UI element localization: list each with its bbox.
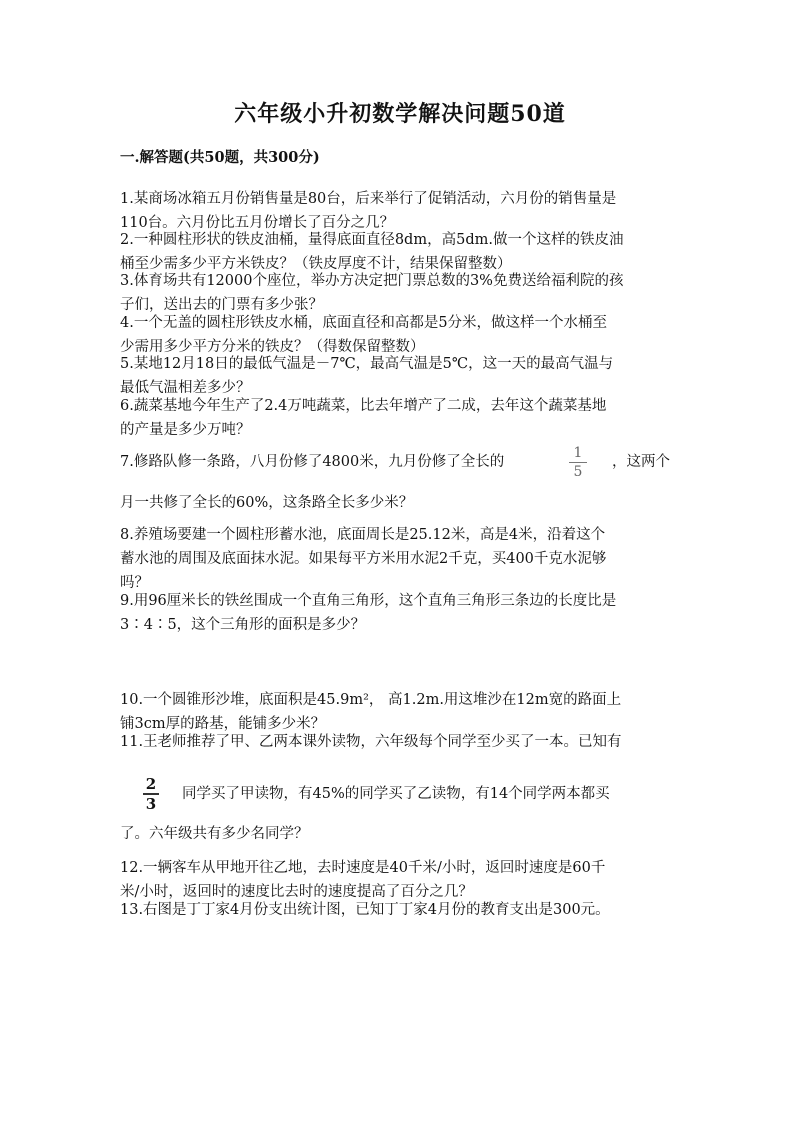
fraction-denominator: 3 (145, 795, 157, 813)
fraction-denominator: 5 (573, 464, 583, 480)
question-text-line: ，这两个 (612, 454, 670, 470)
question-text-line: 3.体育场共有12000个座位，举办方决定把门票总数的3%免费送给福利院的孩 (120, 273, 624, 289)
question-text-line: 8.养殖场要建一个圆柱形蓄水池，底面周长是25.12米，高是4米，沿着这个 (120, 527, 606, 543)
question-13 (120, 898, 682, 922)
question-9 (120, 589, 682, 637)
question-text-line: 的产量是多少万吨？ (120, 422, 251, 438)
fraction-two-thirds (143, 776, 159, 812)
question-10 (120, 688, 682, 736)
question-text-line: 1.某商场冰箱五月份销售量是80台，后来举行了促销活动，六月份的销售量是 (120, 191, 617, 207)
question-text-line: 子们，送出去的门票有多少张？ (120, 297, 323, 313)
question-6 (120, 394, 682, 442)
question-text-line: 5.某地12月18日的最低气温是－7℃，最高气温是5℃，这一天的最高气温与 (120, 356, 614, 372)
question-text-line: 110台。六月份比五月份增长了百分之几？ (120, 215, 395, 231)
question-text-line: 13.右图是丁丁家4月份支出统计图，已知丁丁家4月份的教育支出是300元。 (120, 902, 610, 918)
question-text-line: 4.一个无盖的圆柱形铁皮水桶，底面直径和高都是5分米，做这样一个水桶至 (120, 315, 608, 331)
question-11 (120, 730, 682, 754)
fraction-numerator: 1 (573, 445, 583, 461)
question-text-line: 3∶4∶5，这个三角形的面积是多少？ (120, 617, 366, 633)
question-7-tail (612, 450, 692, 474)
question-text-line: 10.一个圆锥形沙堆，底面积是45.9m²， 高1.2m.用这堆沙在12m宽的路面上 (120, 692, 622, 708)
question-text-line: 吗？ (120, 575, 149, 591)
question-text-line: 桶至少需多少平方米铁皮？（铁皮厚度不计，结果保留整数） (120, 256, 512, 272)
question-text-line: 最低气温相差多少？ (120, 380, 251, 396)
question-11-line-2 (182, 782, 692, 806)
question-text-line: 月一共修了全长的60%，这条路全长多少米？ (120, 495, 414, 511)
question-8 (120, 523, 682, 595)
question-text-line: 11.王老师推荐了甲、乙两本课外读物，六年级每个同学至少买了一本。已知有 (120, 734, 622, 750)
question-7 (120, 450, 682, 474)
question-text-line: 少需用多少平方分米的铁皮？（得数保留整数） (120, 339, 425, 355)
question-7-line-2 (120, 491, 682, 515)
question-3 (120, 269, 682, 317)
fraction-one-fifth (569, 445, 587, 480)
question-text-line: 2.一种圆柱形状的铁皮油桶，量得底面直径8dm，高5dm.做一个这样的铁皮油 (120, 232, 624, 248)
question-text-line: 9.用96厘米长的铁丝围成一个直角三角形，这个直角三角形三条边的长度比是 (120, 593, 617, 609)
section-heading: 一.解答题(共50题，共300分) (120, 149, 320, 166)
question-11-line-3 (120, 822, 682, 846)
question-text-line: 米/小时，返回时的速度比去时的速度提高了百分之几？ (120, 884, 473, 900)
question-5 (120, 352, 682, 400)
fraction-numerator: 2 (145, 775, 157, 793)
page-title: 六年级小升初数学解决问题50道 (234, 101, 566, 127)
question-12 (120, 856, 682, 904)
question-text-line: 12.一辆客车从甲地开往乙地，去时速度是40千米/小时，返回时速度是60千 (120, 860, 606, 876)
fraction-bar (569, 462, 587, 463)
question-text-line: 6.蔬菜基地今年生产了2.4万吨蔬菜，比去年增产了二成，去年这个蔬菜基地 (120, 398, 607, 414)
question-text-line: 了。六年级共有多少名同学？ (120, 826, 309, 842)
question-text-line: 同学买了甲读物，有45%的同学买了乙读物，有14个同学两本都买 (182, 786, 610, 802)
question-text-line: 7.修路队修一条路，八月份修了4800米，九月份修了全长的 (120, 454, 505, 470)
question-text-line: 蓄水池的周围及底面抹水泥。如果每平方米用水泥2千克，买400千克水泥够 (120, 551, 607, 567)
question-text-line: 铺3cm厚的路基，能铺多少米？ (120, 716, 326, 732)
